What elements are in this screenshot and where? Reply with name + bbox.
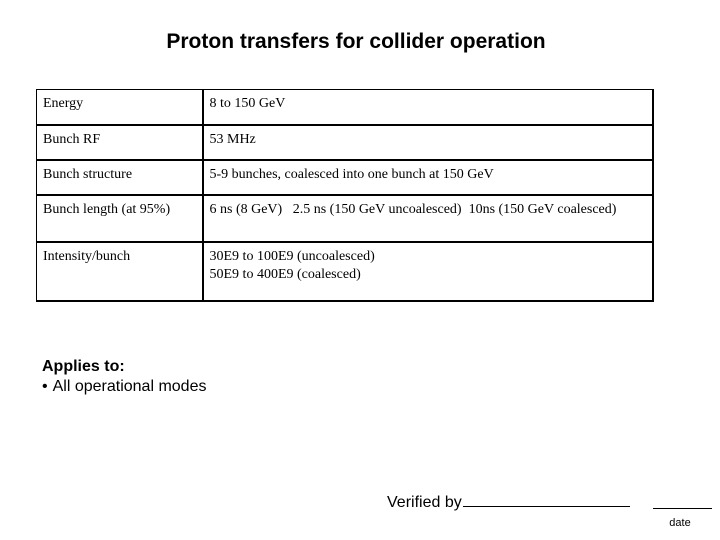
applies-list	[42, 377, 206, 397]
page-title: Proton transfers for collider operation	[166, 30, 546, 53]
value-line: 8 to 150 GeV	[209, 96, 286, 111]
value-line: 50E9 to 400E9 (coalesced)	[209, 266, 361, 282]
applies-heading: Applies to:	[42, 358, 125, 375]
parameter-cell: Energy	[37, 90, 203, 125]
verified-by-label: Verified by	[387, 494, 462, 511]
list-item: • All operational modes	[42, 377, 206, 397]
parameter-cell: Bunch length (at 95%)	[37, 195, 203, 242]
signature-line	[463, 492, 630, 507]
table-row	[37, 242, 654, 301]
table-row	[37, 160, 654, 195]
date-line	[653, 508, 712, 509]
table-row	[37, 125, 654, 160]
parameter-cell: Bunch structure	[37, 160, 203, 195]
parameter-cell: Bunch RF	[37, 125, 203, 160]
value-line: 6 ns (8 GeV) 2.5 ns (150 GeV uncoalesced) 10ns (150 GeV coalesced)	[209, 201, 617, 217]
date-label: date	[669, 517, 691, 529]
value-line: 53 MHz	[209, 131, 256, 147]
value-cell	[203, 242, 654, 301]
value-line: 30E9 to 100E9 (uncoalesced)	[209, 248, 375, 264]
verified-by-line	[387, 492, 630, 512]
value-line: 5-9 bunches, coalesced into one bunch at 150 GeV	[209, 166, 494, 182]
value-cell	[203, 160, 654, 195]
specification-table	[36, 89, 654, 302]
value-cell	[203, 90, 654, 125]
parameter-cell: Intensity/bunch	[37, 242, 203, 301]
table-row	[37, 195, 654, 242]
table-row	[37, 90, 654, 125]
applies-section	[42, 357, 206, 397]
value-cell	[203, 195, 654, 242]
value-cell	[203, 125, 654, 160]
